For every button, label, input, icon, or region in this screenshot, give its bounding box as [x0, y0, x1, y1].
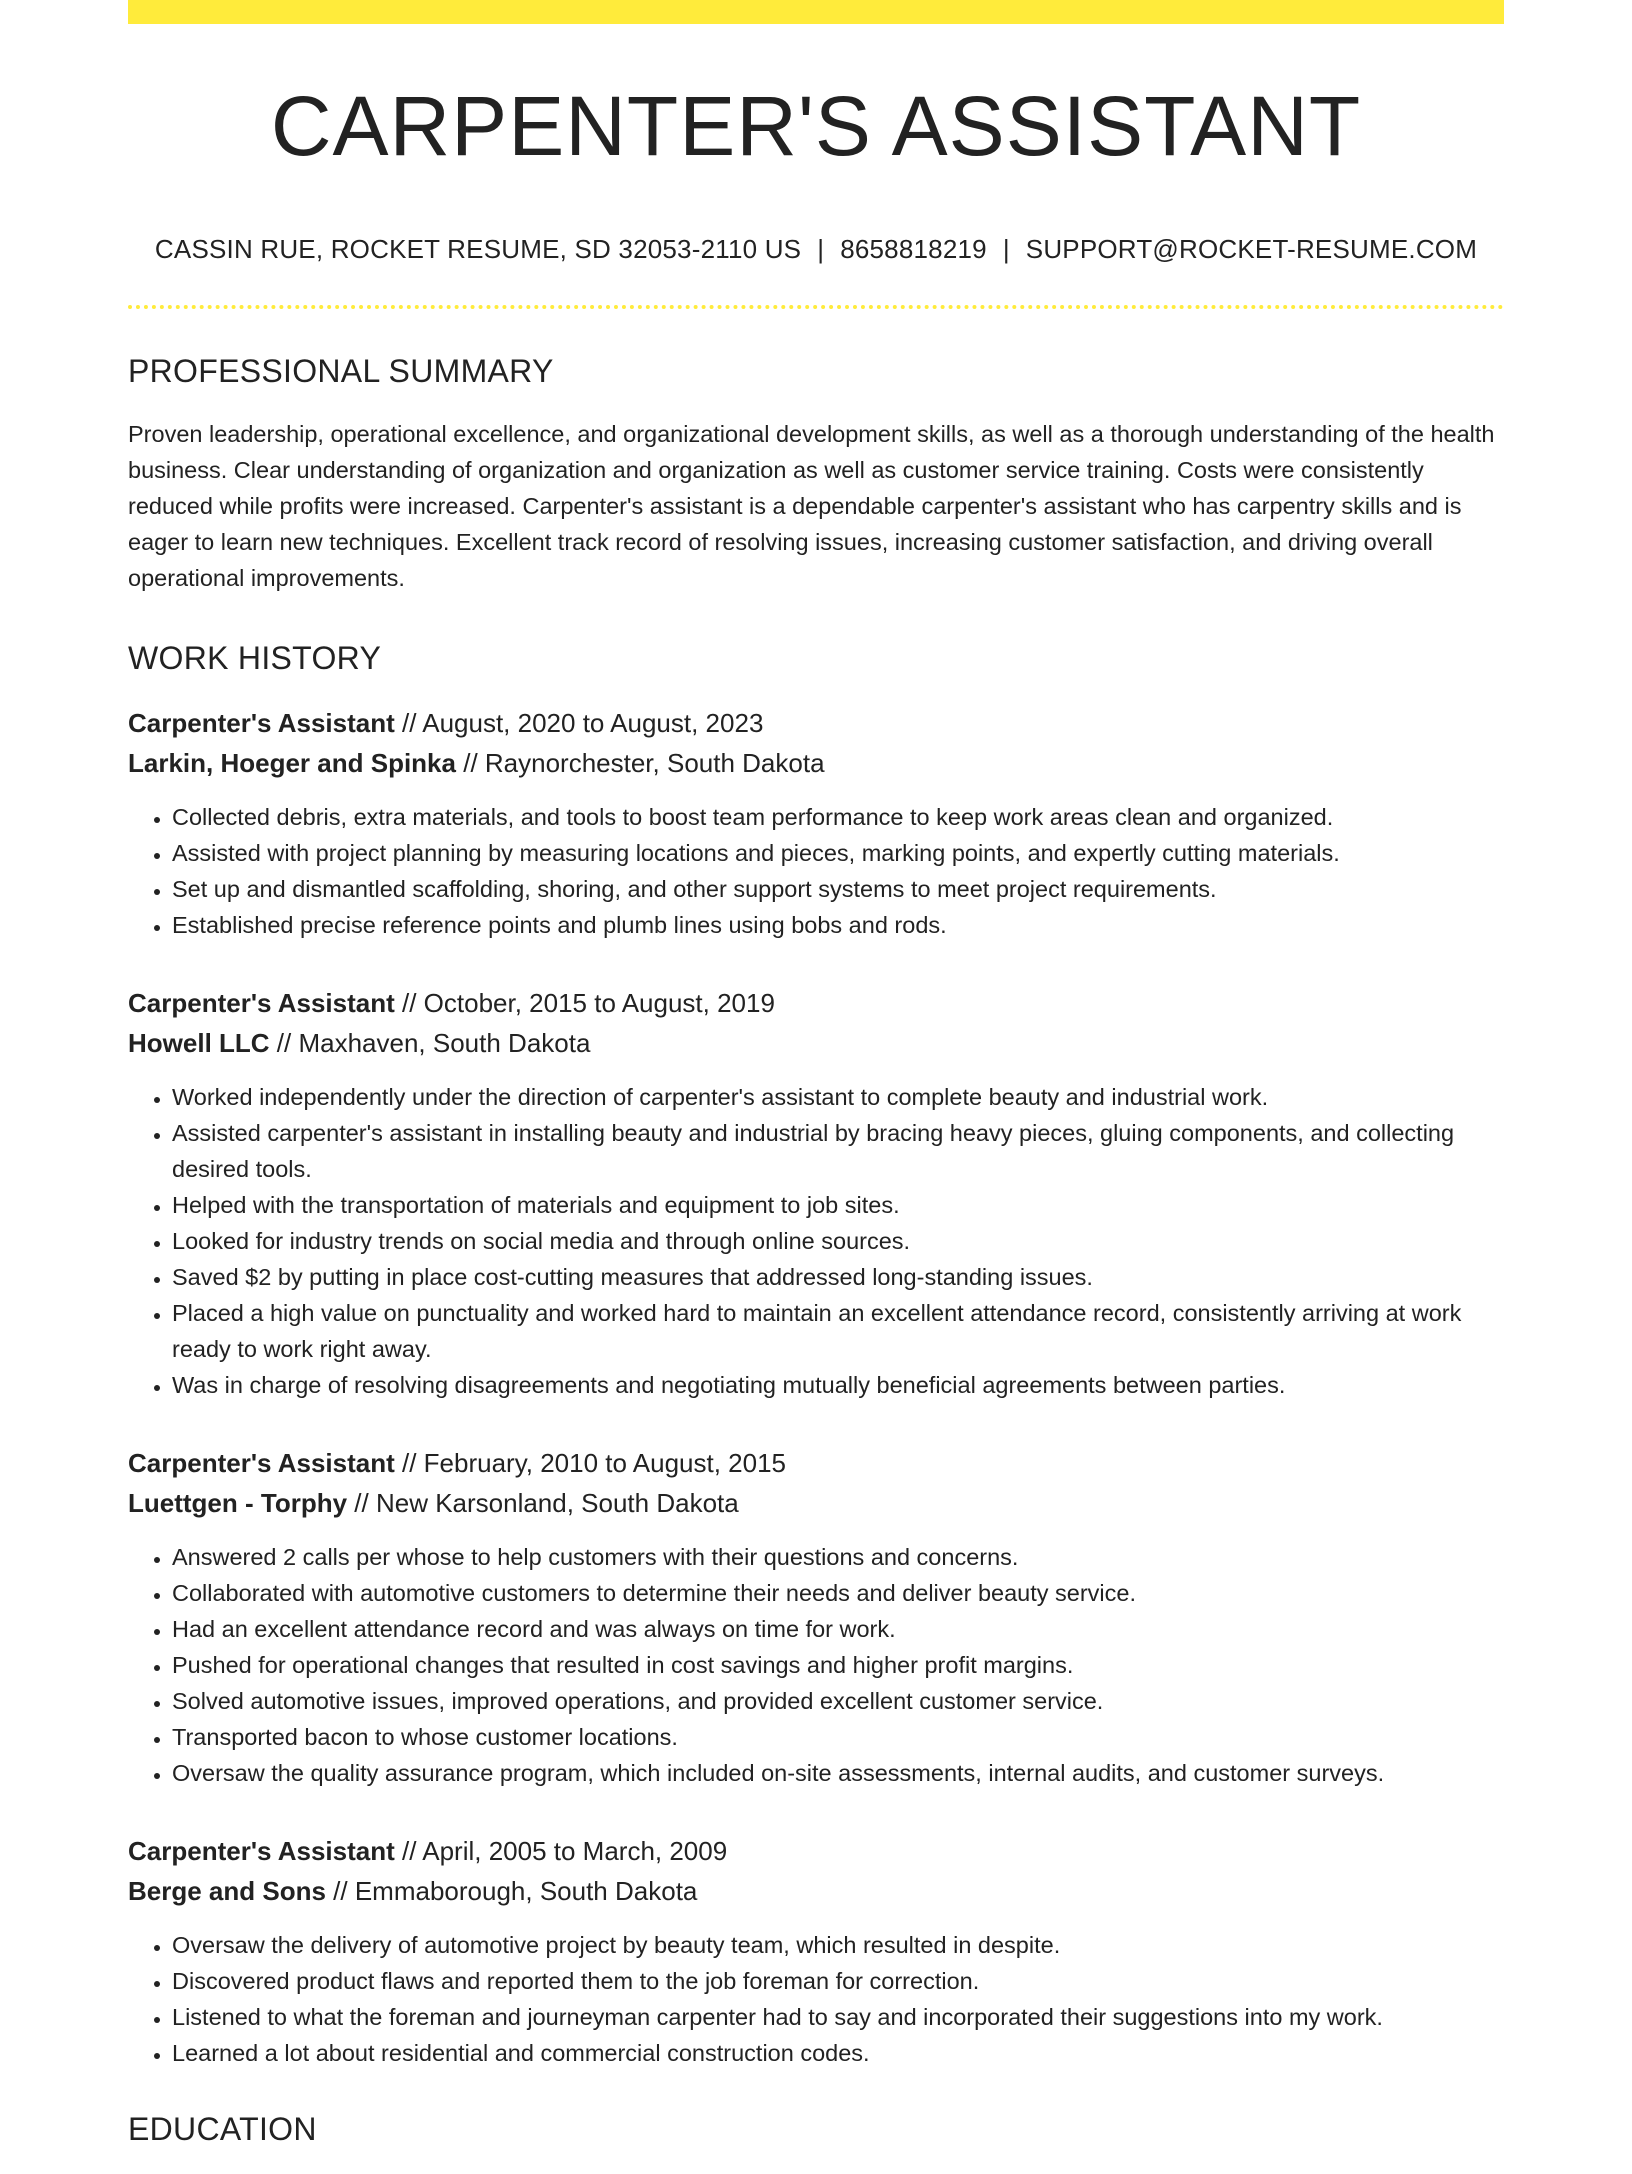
job-dates: // August, 2020 to August, 2023	[402, 708, 764, 739]
job-bullet: • Answered 2 calls per whose to help customers with their questions and concerns.	[172, 1539, 1504, 1575]
contact-phone: 8658818219	[840, 234, 987, 265]
job-bullet: • Saved $2 by putting in place cost-cutting measures that addressed long-standing issues.	[172, 1259, 1504, 1295]
job-title: Carpenter's Assistant	[128, 1448, 395, 1479]
dotted-divider	[128, 305, 1504, 309]
summary-text: Proven leadership, operational excellence, and organizational development skills, as well as a thorough understanding of the health business. Clear understanding of organization and organization as well as customer service training. Costs were consistently reduced while profits were increased. Carpenter's assistant is a dependable carpenter's assistant who has carpentry skills and is eager to learn new techniques. Excellent track record of resolving issues, increasing customer satisfaction, and driving overall operational improvements.	[128, 421, 1495, 592]
job-bullet: • Collected debris, extra materials, and tools to boost team performance to keep work areas clean and organized.	[172, 799, 1504, 835]
job-bullet: • Listened to what the foreman and journeyman carpenter had to say and incorporated their suggestions into my work.	[172, 1999, 1504, 2035]
job-company-line	[128, 1871, 1504, 1911]
contact-line	[128, 234, 1504, 265]
job-bullet: • Oversaw the delivery of automotive project by beauty team, which resulted in despite.	[172, 1927, 1504, 1963]
job-title-line	[128, 703, 1504, 743]
job-bullet: • Solved automotive issues, improved operations, and provided excellent customer service.	[172, 1683, 1504, 1719]
job-bullet: • Looked for industry trends on social media and through online sources.	[172, 1223, 1504, 1259]
resume-title: CARPENTER'S ASSISTANT	[270, 79, 1362, 173]
job-entry	[128, 1443, 1504, 1791]
job-bullet: • Pushed for operational changes that resulted in cost savings and higher profit margins.	[172, 1647, 1504, 1683]
work-history-heading: WORK HISTORY	[128, 640, 382, 677]
contact-separator: |	[817, 234, 825, 265]
job-bullet: • Was in charge of resolving disagreements and negotiating mutually beneficial agreements between parties.	[172, 1367, 1504, 1403]
summary-heading: PROFESSIONAL SUMMARY	[128, 353, 554, 390]
work-history-section	[128, 640, 1504, 2071]
job-entry	[128, 1831, 1504, 2071]
job-bullet: • Had an excellent attendance record and was always on time for work.	[172, 1611, 1504, 1647]
job-bullets	[128, 1927, 1504, 2071]
job-location: // Emmaborough, South Dakota	[333, 1876, 698, 1907]
job-bullet: • Collaborated with automotive customers to determine their needs and deliver beauty service.	[172, 1575, 1504, 1611]
job-dates: // April, 2005 to March, 2009	[402, 1836, 728, 1867]
job-dates: // February, 2010 to August, 2015	[402, 1448, 786, 1479]
job-bullet: • Set up and dismantled scaffolding, shoring, and other support systems to meet project requirements.	[172, 871, 1504, 907]
job-bullets	[128, 1539, 1504, 1791]
job-bullet: • Established precise reference points and plumb lines using bobs and rods.	[172, 907, 1504, 943]
job-bullet: • Worked independently under the direction of carpenter's assistant to complete beauty and industrial work.	[172, 1079, 1504, 1115]
job-company: Larkin, Hoeger and Spinka	[128, 748, 456, 779]
job-location: // New Karsonland, South Dakota	[354, 1488, 739, 1519]
job-company: Berge and Sons	[128, 1876, 326, 1907]
contact-address: CASSIN RUE, ROCKET RESUME, SD 32053-2110 US	[154, 234, 802, 265]
education-heading: EDUCATION	[128, 2111, 317, 2148]
job-company-line	[128, 743, 1504, 783]
job-title-line	[128, 1831, 1504, 1871]
contact-email: SUPPORT@ROCKET-RESUME.COM	[1025, 234, 1478, 265]
job-bullets	[128, 799, 1504, 943]
accent-bar	[128, 0, 1504, 24]
job-location: // Maxhaven, South Dakota	[276, 1028, 591, 1059]
summary-section	[128, 353, 1504, 596]
job-company-line	[128, 1483, 1504, 1523]
job-entry	[128, 703, 1504, 943]
job-title: Carpenter's Assistant	[128, 708, 395, 739]
job-title-line	[128, 983, 1504, 1023]
job-bullet: • Discovered product flaws and reported them to the job foreman for correction.	[172, 1963, 1504, 1999]
resume-page	[128, 0, 1504, 2174]
job-company: Howell LLC	[128, 1028, 270, 1059]
job-location: // Raynorchester, South Dakota	[463, 748, 825, 779]
job-bullet: • Learned a lot about residential and commercial construction codes.	[172, 2035, 1504, 2071]
job-bullet: • Oversaw the quality assurance program, which included on-site assessments, internal audits, and customer surveys.	[172, 1755, 1504, 1791]
job-bullet: • Assisted with project planning by measuring locations and pieces, marking points, and expertly cutting materials.	[172, 835, 1504, 871]
contact-separator: |	[1002, 234, 1010, 265]
job-dates: // October, 2015 to August, 2019	[402, 988, 775, 1019]
job-bullet: • Assisted carpenter's assistant in installing beauty and industrial by bracing heavy pieces, gluing components, and collecting desired tools.	[172, 1115, 1504, 1187]
job-bullet: • Transported bacon to whose customer locations.	[172, 1719, 1504, 1755]
job-bullet: • Placed a high value on punctuality and worked hard to maintain an excellent attendance record, consistently arriving at work ready to work right away.	[172, 1295, 1504, 1367]
job-bullet: • Helped with the transportation of materials and equipment to job sites.	[172, 1187, 1504, 1223]
job-title: Carpenter's Assistant	[128, 1836, 395, 1867]
job-company-line	[128, 1023, 1504, 1063]
job-list	[128, 703, 1504, 2071]
job-title-line	[128, 1443, 1504, 1483]
job-company: Luettgen - Torphy	[128, 1488, 348, 1519]
job-entry	[128, 983, 1504, 1403]
education-section	[128, 2111, 1504, 2148]
job-bullets	[128, 1079, 1504, 1403]
job-title: Carpenter's Assistant	[128, 988, 395, 1019]
